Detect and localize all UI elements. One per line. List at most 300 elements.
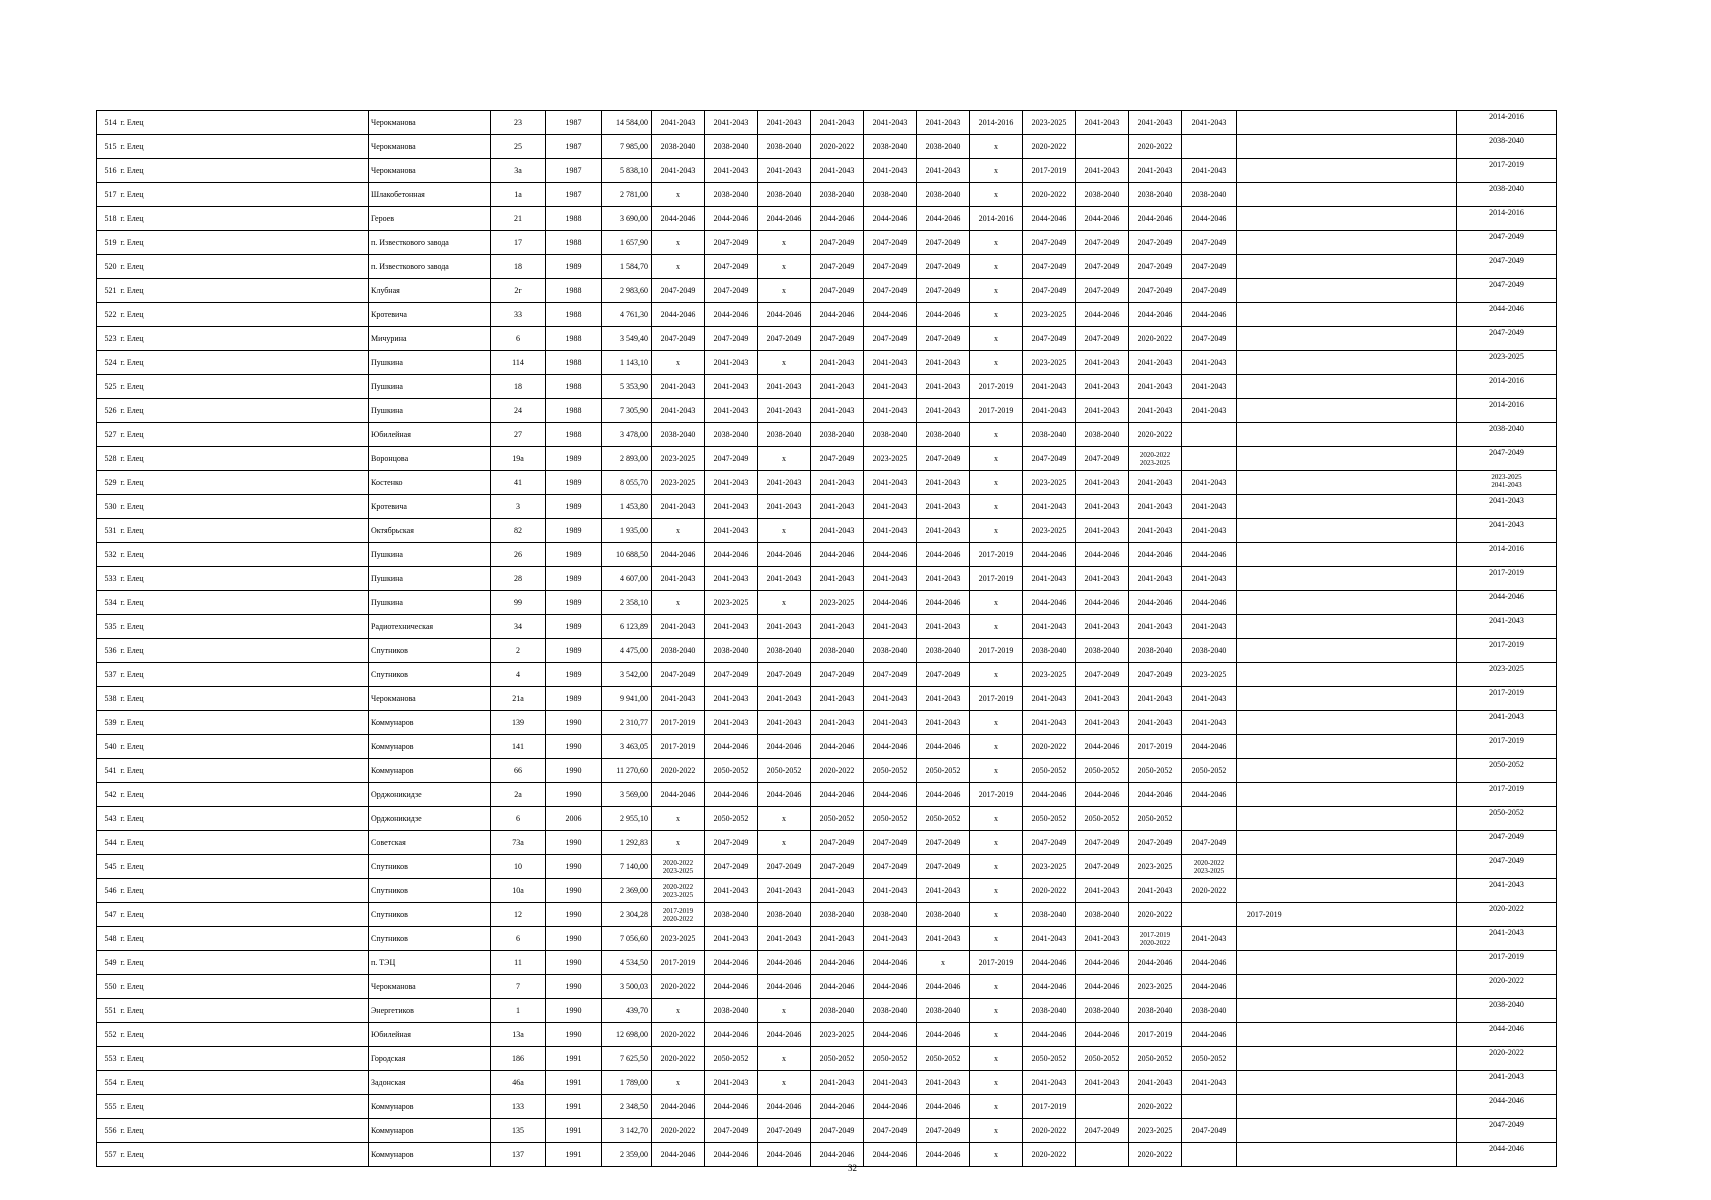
cell-period-2: 2047-2049 [705,255,758,279]
cell-period-7: x [970,999,1023,1023]
cell-period-6: 2041-2043 [917,519,970,543]
cell-year-built: 1988 [546,279,602,303]
cell-period-9: 2041-2043 [1076,879,1129,903]
cell-period-8: 2023-2025 [1023,663,1076,687]
cell-period-10: 2047-2049 [1129,255,1182,279]
cell-period-8: 2044-2046 [1023,207,1076,231]
cell-period-3: 2041-2043 [758,159,811,183]
cell-period-11: 2041-2043 [1182,471,1237,495]
cell-period-10: 2017-2019 2020-2022 [1129,927,1182,951]
cell-street: Героев [369,207,491,231]
cell-period-3: 2041-2043 [758,927,811,951]
cell-period-7: x [970,231,1023,255]
cell-period-10: 2050-2052 [1129,807,1182,831]
cell-year-built: 1990 [546,927,602,951]
cell-period-5: 2041-2043 [864,471,917,495]
cell-period-5: 2044-2046 [864,1023,917,1047]
cell-period-12 [1237,783,1292,807]
cell-overall-period: 2017-2019 [1457,159,1557,183]
cell-house-number: 7 [491,975,546,999]
cell-period-12 [1237,399,1292,423]
cell-period-13 [1292,687,1347,711]
cell-period-11: 2047-2049 [1182,231,1237,255]
cell-period-2: 2044-2046 [705,207,758,231]
cell-period-6: 2038-2040 [917,135,970,159]
cell-area: 2 358,10 [602,591,652,615]
cell-period-15 [1402,711,1457,735]
cell-period-4: 2041-2043 [811,615,864,639]
cell-period-5: 2038-2040 [864,999,917,1023]
cell-period-8: 2023-2025 [1023,519,1076,543]
cell-row-number: 532 [97,543,119,567]
cell-period-1: 2041-2043 [652,399,705,423]
cell-city: г. Елец [119,255,369,279]
cell-period-9: 2038-2040 [1076,903,1129,927]
cell-period-7: x [970,279,1023,303]
cell-period-14 [1347,687,1402,711]
cell-period-3: 2047-2049 [758,327,811,351]
cell-city: г. Елец [119,615,369,639]
cell-period-9: 2038-2040 [1076,183,1129,207]
cell-period-5: 2041-2043 [864,375,917,399]
cell-year-built: 1987 [546,111,602,135]
cell-row-number: 527 [97,423,119,447]
cell-year-built: 1989 [546,543,602,567]
cell-area: 2 369,00 [602,879,652,903]
cell-period-1: 2017-2019 [652,951,705,975]
cell-period-6: 2050-2052 [917,807,970,831]
cell-row-number: 534 [97,591,119,615]
cell-year-built: 1989 [546,639,602,663]
cell-period-4: 2038-2040 [811,999,864,1023]
cell-period-7: 2014-2016 [970,207,1023,231]
cell-period-4: 2047-2049 [811,831,864,855]
table-row [97,903,1557,927]
cell-period-4: 2038-2040 [811,903,864,927]
cell-row-number: 520 [97,255,119,279]
cell-city: г. Елец [119,735,369,759]
cell-overall-period: 2017-2019 [1457,639,1557,663]
table-row [97,303,1557,327]
cell-period-8: 2038-2040 [1023,999,1076,1023]
cell-period-15 [1402,303,1457,327]
cell-period-13 [1292,111,1347,135]
cell-period-13 [1292,1119,1347,1143]
cell-area: 2 304,28 [602,903,652,927]
cell-period-7: x [970,471,1023,495]
cell-period-15 [1402,255,1457,279]
cell-overall-period: 2044-2046 [1457,1095,1557,1119]
cell-period-2: 2041-2043 [705,927,758,951]
cell-period-10: 2020-2022 [1129,423,1182,447]
cell-period-14 [1347,879,1402,903]
cell-year-built: 1989 [546,615,602,639]
cell-period-10: 2041-2043 [1129,567,1182,591]
cell-period-8: 2023-2025 [1023,855,1076,879]
cell-period-14 [1347,231,1402,255]
table-body [97,111,1557,1167]
cell-house-number: 1 [491,999,546,1023]
cell-street: Черокманова [369,159,491,183]
cell-period-10: 2044-2046 [1129,951,1182,975]
cell-period-11: 2044-2046 [1182,207,1237,231]
cell-year-built: 1988 [546,207,602,231]
cell-period-15 [1402,1071,1457,1095]
cell-period-9: 2047-2049 [1076,255,1129,279]
cell-period-6: 2038-2040 [917,423,970,447]
cell-period-1: 2023-2025 [652,447,705,471]
cell-area: 3 142,70 [602,1119,652,1143]
cell-house-number: 24 [491,399,546,423]
cell-city: г. Елец [119,159,369,183]
cell-city: г. Елец [119,1143,369,1167]
table-row [97,1023,1557,1047]
cell-period-10: 2044-2046 [1129,303,1182,327]
table-row [97,687,1557,711]
cell-period-12 [1237,423,1292,447]
cell-period-11: 2038-2040 [1182,999,1237,1023]
cell-period-13 [1292,1071,1347,1095]
cell-period-12 [1237,207,1292,231]
cell-city: г. Елец [119,903,369,927]
cell-area: 2 348,50 [602,1095,652,1119]
cell-period-12 [1237,1095,1292,1119]
cell-period-4: 2041-2043 [811,711,864,735]
cell-period-13 [1292,207,1347,231]
cell-street: Кротевича [369,495,491,519]
table-row [97,351,1557,375]
cell-row-number: 530 [97,495,119,519]
cell-street: п. Известкового завода [369,255,491,279]
cell-period-10: 2017-2019 [1129,1023,1182,1047]
cell-period-7: x [970,759,1023,783]
cell-period-11: 2041-2043 [1182,711,1237,735]
cell-period-15 [1402,783,1457,807]
cell-period-4: 2041-2043 [811,111,864,135]
cell-row-number: 514 [97,111,119,135]
cell-period-11: 2041-2043 [1182,495,1237,519]
cell-year-built: 1990 [546,1023,602,1047]
table-row [97,1119,1557,1143]
cell-period-14 [1347,1047,1402,1071]
cell-period-2: 2041-2043 [705,351,758,375]
cell-period-10: 2038-2040 [1129,639,1182,663]
cell-period-10: 2020-2022 [1129,903,1182,927]
cell-area: 3 549,40 [602,327,652,351]
table-row [97,183,1557,207]
cell-area: 1 143,10 [602,351,652,375]
cell-period-11 [1182,1143,1237,1167]
cell-period-1: 2017-2019 [652,735,705,759]
cell-period-15 [1402,519,1457,543]
cell-period-11: 2023-2025 [1182,663,1237,687]
cell-period-2: 2047-2049 [705,447,758,471]
cell-overall-period: 2017-2019 [1457,783,1557,807]
cell-period-7: x [970,351,1023,375]
cell-period-4: 2041-2043 [811,375,864,399]
cell-period-7: x [970,1143,1023,1167]
cell-street: Пушкина [369,375,491,399]
cell-period-1: 2041-2043 [652,495,705,519]
cell-period-8: 2017-2019 [1023,159,1076,183]
cell-period-2: 2044-2046 [705,975,758,999]
cell-period-1: 2047-2049 [652,663,705,687]
table-row [97,615,1557,639]
cell-period-14 [1347,927,1402,951]
cell-overall-period: 2017-2019 [1457,687,1557,711]
cell-city: г. Елец [119,399,369,423]
cell-row-number: 526 [97,399,119,423]
table-row [97,759,1557,783]
cell-period-2: 2041-2043 [705,399,758,423]
cell-period-11 [1182,423,1237,447]
cell-period-1: 2041-2043 [652,567,705,591]
cell-period-7: x [970,1095,1023,1119]
cell-period-9: 2041-2043 [1076,495,1129,519]
cell-row-number: 556 [97,1119,119,1143]
cell-city: г. Елец [119,855,369,879]
cell-house-number: 13а [491,1023,546,1047]
cell-period-14 [1347,495,1402,519]
cell-period-8: 2041-2043 [1023,615,1076,639]
cell-period-4: 2050-2052 [811,1047,864,1071]
cell-overall-period: 2041-2043 [1457,1071,1557,1095]
cell-area: 3 463,05 [602,735,652,759]
cell-period-15 [1402,975,1457,999]
cell-period-8: 2047-2049 [1023,231,1076,255]
cell-street: Юбилейная [369,1023,491,1047]
cell-period-14 [1347,423,1402,447]
cell-year-built: 1989 [546,447,602,471]
cell-area: 2 310,77 [602,711,652,735]
cell-period-1: 2041-2043 [652,687,705,711]
cell-period-2: 2041-2043 [705,519,758,543]
cell-city: г. Елец [119,1071,369,1095]
cell-period-12 [1237,999,1292,1023]
cell-period-9: 2047-2049 [1076,831,1129,855]
cell-area: 1 584,70 [602,255,652,279]
cell-period-1: x [652,351,705,375]
cell-period-7: x [970,927,1023,951]
cell-overall-period: 2014-2016 [1457,111,1557,135]
cell-period-12 [1237,183,1292,207]
cell-row-number: 541 [97,759,119,783]
cell-year-built: 2006 [546,807,602,831]
cell-period-14 [1347,1143,1402,1167]
cell-area: 11 270,60 [602,759,652,783]
cell-street: Шлакобетонная [369,183,491,207]
cell-city: г. Елец [119,1023,369,1047]
cell-period-4: 2044-2046 [811,735,864,759]
cell-period-6: 2044-2046 [917,975,970,999]
cell-period-8: 2023-2025 [1023,351,1076,375]
cell-period-6: 2038-2040 [917,639,970,663]
cell-period-2: 2041-2043 [705,711,758,735]
cell-overall-period: 2044-2046 [1457,1143,1557,1167]
cell-period-4: 2020-2022 [811,135,864,159]
cell-street: Энергетиков [369,999,491,1023]
cell-period-14 [1347,951,1402,975]
cell-period-12 [1237,735,1292,759]
cell-period-6: 2041-2043 [917,351,970,375]
cell-period-15 [1402,207,1457,231]
cell-period-15 [1402,231,1457,255]
cell-period-8: 2020-2022 [1023,879,1076,903]
cell-period-11: 2050-2052 [1182,759,1237,783]
cell-street: Коммунаров [369,1095,491,1119]
cell-period-8: 2041-2043 [1023,711,1076,735]
cell-period-9: 2041-2043 [1076,351,1129,375]
cell-period-1: x [652,591,705,615]
cell-row-number: 554 [97,1071,119,1095]
cell-city: г. Елец [119,591,369,615]
cell-period-11: 2041-2043 [1182,375,1237,399]
cell-period-11: 2044-2046 [1182,735,1237,759]
cell-period-11: 2038-2040 [1182,639,1237,663]
cell-period-11: 2041-2043 [1182,687,1237,711]
cell-period-12: 2017-2019 [1237,903,1292,927]
cell-period-3: x [758,231,811,255]
cell-period-10: 2047-2049 [1129,831,1182,855]
cell-street: Воронцова [369,447,491,471]
cell-period-6: 2050-2052 [917,1047,970,1071]
cell-period-1: 2020-2022 2023-2025 [652,855,705,879]
table-row [97,135,1557,159]
cell-street: Спутников [369,879,491,903]
cell-overall-period: 2014-2016 [1457,543,1557,567]
cell-period-10: 2041-2043 [1129,111,1182,135]
cell-overall-period: 2047-2049 [1457,831,1557,855]
cell-period-9: 2044-2046 [1076,591,1129,615]
cell-period-11: 2038-2040 [1182,183,1237,207]
table-row [97,111,1557,135]
cell-period-6: 2041-2043 [917,495,970,519]
cell-year-built: 1988 [546,375,602,399]
cell-period-11: 2041-2043 [1182,615,1237,639]
cell-period-11: 2047-2049 [1182,327,1237,351]
cell-row-number: 523 [97,327,119,351]
cell-overall-period: 2044-2046 [1457,1023,1557,1047]
cell-city: г. Елец [119,231,369,255]
cell-street: Юбилейная [369,423,491,447]
cell-overall-period: 2047-2049 [1457,855,1557,879]
cell-row-number: 543 [97,807,119,831]
table-row [97,879,1557,903]
cell-period-3: 2038-2040 [758,903,811,927]
cell-period-10: 2041-2043 [1129,399,1182,423]
cell-period-15 [1402,1095,1457,1119]
table-row [97,495,1557,519]
cell-area: 10 688,50 [602,543,652,567]
cell-period-6: 2041-2043 [917,927,970,951]
cell-period-2: 2047-2049 [705,1119,758,1143]
cell-overall-period: 2047-2049 [1457,231,1557,255]
cell-city: г. Елец [119,111,369,135]
cell-period-8: 2041-2043 [1023,567,1076,591]
cell-period-15 [1402,927,1457,951]
cell-period-12 [1237,543,1292,567]
cell-year-built: 1988 [546,327,602,351]
cell-house-number: 10а [491,879,546,903]
cell-period-4: 2041-2043 [811,567,864,591]
cell-year-built: 1991 [546,1047,602,1071]
cell-period-7: x [970,807,1023,831]
cell-year-built: 1989 [546,495,602,519]
cell-overall-period: 2038-2040 [1457,423,1557,447]
cell-period-3: 2044-2046 [758,1095,811,1119]
cell-street: Мичурина [369,327,491,351]
cell-row-number: 539 [97,711,119,735]
cell-period-9: 2044-2046 [1076,975,1129,999]
cell-period-9: 2050-2052 [1076,759,1129,783]
cell-period-7: x [970,183,1023,207]
cell-period-7: 2017-2019 [970,639,1023,663]
cell-period-6: 2041-2043 [917,711,970,735]
cell-period-11: 2047-2049 [1182,1119,1237,1143]
cell-period-13 [1292,879,1347,903]
cell-period-13 [1292,975,1347,999]
cell-period-11: 2044-2046 [1182,1023,1237,1047]
cell-year-built: 1990 [546,735,602,759]
cell-period-8: 2041-2043 [1023,375,1076,399]
cell-city: г. Елец [119,663,369,687]
cell-street: Радиотехническая [369,615,491,639]
cell-period-7: x [970,711,1023,735]
table-row [97,975,1557,999]
cell-house-number: 33 [491,303,546,327]
table-row [97,1143,1557,1167]
cell-period-10: 2041-2043 [1129,687,1182,711]
cell-period-2: 2038-2040 [705,423,758,447]
cell-period-2: 2050-2052 [705,807,758,831]
cell-period-15 [1402,639,1457,663]
cell-period-12 [1237,711,1292,735]
cell-period-5: 2050-2052 [864,807,917,831]
cell-city: г. Елец [119,207,369,231]
cell-period-9: 2041-2043 [1076,375,1129,399]
cell-overall-period: 2020-2022 [1457,903,1557,927]
cell-period-11: 2044-2046 [1182,303,1237,327]
cell-period-11: 2041-2043 [1182,351,1237,375]
cell-period-6: 2044-2046 [917,543,970,567]
cell-area: 2 983,60 [602,279,652,303]
cell-period-3: 2044-2046 [758,735,811,759]
cell-period-8: 2047-2049 [1023,327,1076,351]
cell-period-13 [1292,183,1347,207]
cell-period-1: x [652,231,705,255]
cell-period-5: 2041-2043 [864,615,917,639]
cell-house-number: 27 [491,423,546,447]
cell-period-5: 2047-2049 [864,231,917,255]
cell-period-5: 2044-2046 [864,975,917,999]
cell-year-built: 1989 [546,591,602,615]
cell-period-13 [1292,615,1347,639]
cell-period-10: 2041-2043 [1129,519,1182,543]
cell-period-1: 2020-2022 [652,759,705,783]
cell-year-built: 1989 [546,519,602,543]
cell-period-2: 2047-2049 [705,231,758,255]
table-row [97,1095,1557,1119]
cell-period-13 [1292,135,1347,159]
cell-street: Черокманова [369,111,491,135]
cell-period-7: 2017-2019 [970,783,1023,807]
cell-row-number: 546 [97,879,119,903]
cell-row-number: 548 [97,927,119,951]
cell-street: Спутников [369,663,491,687]
cell-period-3: 2041-2043 [758,111,811,135]
cell-city: г. Елец [119,447,369,471]
cell-period-11: 2044-2046 [1182,591,1237,615]
